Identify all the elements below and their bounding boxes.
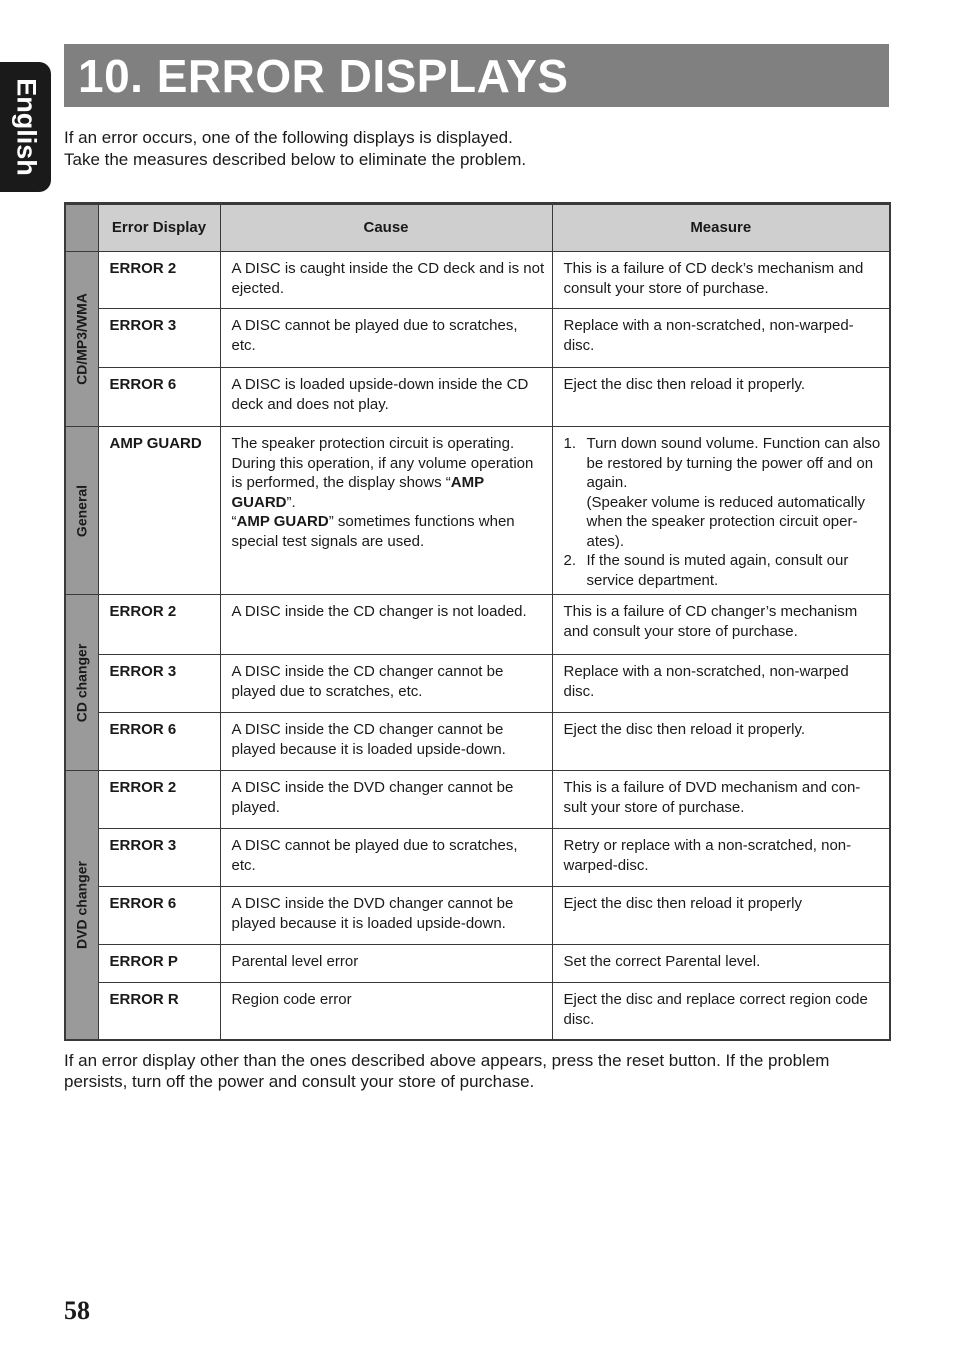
error-code: ERROR 3	[98, 309, 220, 368]
intro-line-2: Take the measures described below to eliminate the problem.	[64, 150, 527, 169]
table-header-row	[65, 204, 890, 252]
page-title: 10. ERROR DISPLAYS	[78, 50, 569, 102]
group-general	[65, 427, 98, 595]
group-label: CD changer	[73, 643, 89, 722]
group-label: DVD changer	[73, 860, 89, 949]
table-row	[65, 983, 890, 1040]
measure-step	[564, 551, 884, 590]
error-measure: Eject the disc and replace correct region code disc.	[552, 983, 890, 1040]
error-measure: Replace with a non-scratched, non-warped disc.	[552, 655, 890, 713]
error-cause: A DISC is loaded upside-down inside the CD deck and does not play.	[220, 368, 552, 427]
table-row	[65, 309, 890, 368]
error-code: ERROR 6	[98, 887, 220, 945]
header-measure: Measure	[552, 204, 890, 252]
group-cd-mp3-wma	[65, 252, 98, 427]
page-number: 58	[64, 1296, 90, 1325]
measure-step	[564, 434, 884, 551]
error-cause: A DISC inside the DVD changer cannot be played because it is loaded upside-down.	[220, 887, 552, 945]
error-code: ERROR 6	[98, 713, 220, 771]
error-code: ERROR 3	[98, 829, 220, 887]
footer-text: If an error display other than the ones described above appears, press the reset button. If the problem persists, turn off the power and consult your store of purchase.	[64, 1051, 830, 1091]
header-corner	[65, 204, 98, 252]
title-bar	[64, 44, 889, 107]
error-cause: A DISC inside the CD changer is not loaded.	[220, 595, 552, 655]
table-row	[65, 655, 890, 713]
footer-note	[64, 1050, 889, 1092]
error-measure: Eject the disc then reload it properly.	[552, 713, 890, 771]
step-text: Turn down sound volume. Function can also be restored by turning the power off and on again.	[586, 435, 881, 491]
step-number: 2.	[563, 552, 577, 569]
language-tab	[0, 62, 51, 192]
error-measure	[552, 427, 890, 595]
error-measure: Eject the disc then reload it properly	[552, 887, 890, 945]
error-cause: A DISC inside the CD changer cannot be played due to scratches, etc.	[220, 655, 552, 713]
cause-text: ”.	[286, 493, 296, 511]
error-cause	[220, 427, 552, 595]
step-text: If the sound is muted again, consult our service department.	[586, 552, 849, 589]
error-code: ERROR P	[98, 945, 220, 983]
table-row	[65, 595, 890, 655]
step-number: 1.	[563, 435, 577, 452]
cause-text: The speaker protection circuit is operating. During this operation, if any volume operation is performed, the display shows “	[231, 435, 534, 491]
amp-guard-emphasis: AMP GUARD	[236, 513, 329, 530]
measure-steps	[564, 434, 884, 590]
error-code: ERROR 2	[98, 771, 220, 829]
table-row	[65, 945, 890, 983]
error-code: ERROR 3	[98, 655, 220, 713]
error-measure: Set the correct Parental level.	[552, 945, 890, 983]
error-cause: A DISC inside the CD changer cannot be played because it is loaded upside-down.	[220, 713, 552, 771]
error-cause: Parental level error	[220, 945, 552, 983]
error-measure: This is a failure of CD deck’s mechanism and consult your store of purchase.	[552, 252, 890, 309]
table-row	[65, 771, 890, 829]
error-code: ERROR 2	[98, 595, 220, 655]
error-cause: A DISC inside the DVD changer cannot be played.	[220, 771, 552, 829]
group-label: General	[73, 484, 89, 537]
error-measure: This is a failure of CD changer’s mechanism and consult your store of purchase.	[552, 595, 890, 655]
error-table	[64, 202, 891, 1041]
table-row	[65, 829, 890, 887]
language-tab-label: English	[11, 78, 41, 176]
cause-text: “	[231, 513, 237, 530]
error-measure: Retry or replace with a non-scratched, non- warped-disc.	[552, 829, 890, 887]
error-cause: Region code error	[220, 983, 552, 1040]
step-note: (Speaker volume is reduced automatically when the speaker protection circuit oper- ates).	[586, 493, 865, 550]
cause-text: ” sometimes functions when special test signals are used.	[231, 513, 515, 550]
table-row	[65, 427, 890, 595]
error-measure: Eject the disc then reload it properly.	[552, 368, 890, 427]
error-cause: A DISC is caught inside the CD deck and is not ejected.	[220, 252, 552, 309]
intro-line-1: If an error occurs, one of the following displays is displayed.	[64, 128, 513, 147]
group-cd-changer	[65, 595, 98, 771]
intro-text	[64, 127, 884, 171]
amp-guard-emphasis: AMP GUARD	[231, 474, 484, 511]
error-cause: A DISC cannot be played due to scratches, etc.	[220, 309, 552, 368]
header-error-display: Error Display	[98, 204, 220, 252]
error-code: AMP GUARD	[98, 427, 220, 595]
table-row	[65, 368, 890, 427]
error-measure: This is a failure of DVD mechanism and con- sult your store of purchase.	[552, 771, 890, 829]
error-measure: Replace with a non-scratched, non-warped-disc.	[552, 309, 890, 368]
header-cause: Cause	[220, 204, 552, 252]
error-code: ERROR 2	[98, 252, 220, 309]
table-row	[65, 887, 890, 945]
table-row	[65, 713, 890, 771]
error-code: ERROR 6	[98, 368, 220, 427]
error-code: ERROR R	[98, 983, 220, 1040]
group-label: CD/MP3/WMA	[73, 293, 89, 385]
error-cause: A DISC cannot be played due to scratches, etc.	[220, 829, 552, 887]
table-row	[65, 252, 890, 309]
group-dvd-changer	[65, 771, 98, 1040]
